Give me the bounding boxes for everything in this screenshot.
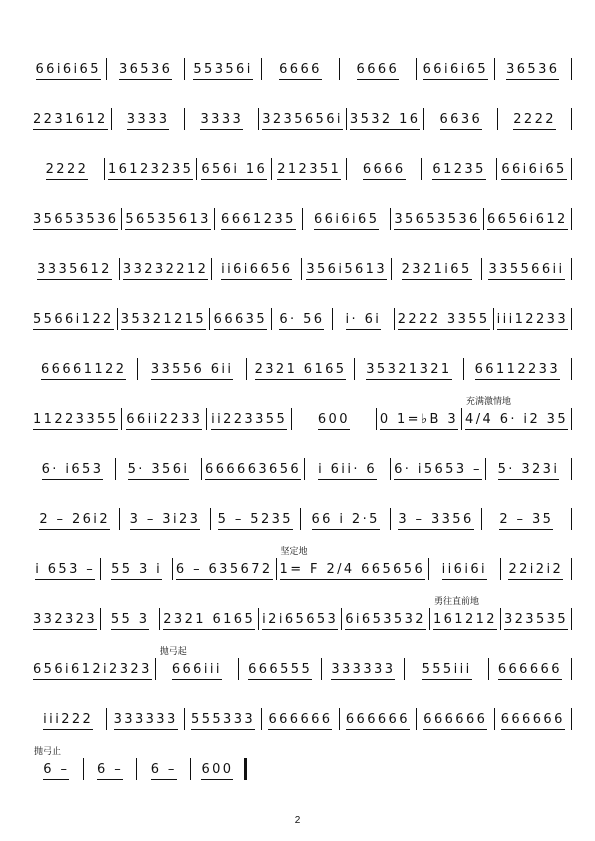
measure [272, 308, 334, 330]
score-row [30, 690, 572, 740]
note-group: 666663656 [205, 462, 301, 480]
score-row [30, 340, 572, 390]
measure [392, 258, 482, 280]
measure [429, 558, 500, 580]
note-group: 33232212 [123, 262, 208, 280]
score-row [30, 490, 572, 540]
note-group: i· 6i [346, 312, 382, 330]
measure [292, 408, 377, 430]
measures [30, 546, 572, 580]
measure [156, 646, 239, 680]
note-group: 323535 [504, 612, 568, 630]
expression-marking: 充满激情地 [466, 396, 512, 406]
note-group: 66112233 [475, 362, 560, 380]
measure [112, 108, 186, 130]
note-group: 656i612i2323 [33, 662, 152, 680]
measures [30, 358, 572, 380]
note-group: 66ii2233 [126, 412, 202, 430]
note-group: 2222 [46, 162, 89, 180]
measure [120, 258, 212, 280]
note-group: i 6ii· 6 [318, 462, 377, 480]
measure [30, 608, 101, 630]
note-group: 333333 [114, 712, 178, 730]
score-row [30, 90, 572, 140]
note-group: 35653536 [394, 212, 479, 230]
note-group: 5· 323i [498, 462, 560, 480]
measure [262, 708, 339, 730]
note-group: 55 3 i [111, 562, 162, 580]
measure [30, 458, 116, 480]
measure [417, 708, 494, 730]
measure [333, 308, 395, 330]
note-group: 35321321 [366, 362, 451, 380]
note-group: 36536 [506, 62, 559, 80]
note-group: 6· i5653 – [394, 462, 482, 480]
score-row [30, 390, 572, 440]
note-group: 66i6i65 [423, 62, 488, 80]
measure [430, 596, 501, 630]
measure [494, 308, 572, 330]
measures [30, 596, 572, 630]
measure [391, 508, 481, 530]
measure [137, 758, 191, 780]
measure [495, 708, 572, 730]
measures [30, 308, 572, 330]
note-group: 66635 [214, 312, 267, 330]
measures [30, 208, 572, 230]
note-group: 3335612 [37, 262, 112, 280]
score-row [30, 540, 572, 590]
note-group: 3 – 3i23 [130, 512, 201, 530]
measure [247, 358, 355, 380]
score-row [30, 140, 572, 190]
measure [497, 158, 572, 180]
measure [101, 608, 160, 630]
note-group: 11223355 [33, 412, 118, 430]
expression-marking: 抛弓止 [34, 746, 62, 756]
note-group: 55356i [193, 62, 252, 80]
measure [107, 58, 184, 80]
note-group: 656i 16 [201, 162, 267, 180]
measure [185, 108, 259, 130]
measure [302, 258, 392, 280]
note-group: 0 1=♭B 3 [380, 412, 458, 430]
note-group: 56535613 [125, 212, 210, 230]
note-group: 35321215 [121, 312, 206, 330]
measures [30, 458, 572, 480]
note-group: 66i6i65 [36, 62, 101, 80]
note-group: 6 – [97, 762, 123, 780]
measure [30, 158, 105, 180]
measures [30, 396, 572, 430]
note-group: 666iii [172, 662, 222, 680]
measure [305, 458, 391, 480]
note-group: ii6i6656 [221, 262, 292, 280]
note-group: 6636 [440, 112, 483, 130]
note-group: 3532 16 [350, 112, 421, 130]
note-group: 5 – 5235 [218, 512, 293, 530]
note-group: 3333 [200, 112, 243, 130]
note-group: 666666 [268, 712, 332, 730]
measure [215, 208, 303, 230]
expression-marking: 勇往直前地 [433, 596, 479, 606]
note-group: 2321 6165 [255, 362, 347, 380]
note-group: 22i2i2 [508, 562, 563, 580]
note-group: 16123235 [108, 162, 193, 180]
note-group: 555333 [191, 712, 255, 730]
measure [211, 508, 301, 530]
measure [105, 158, 197, 180]
measure [202, 458, 305, 480]
measure [277, 546, 430, 580]
measure [30, 508, 120, 530]
measure [30, 258, 120, 280]
score-row [30, 590, 572, 640]
note-group: 3333 [127, 112, 170, 130]
measure [101, 558, 172, 580]
measure [259, 608, 342, 630]
measure [122, 208, 214, 230]
score-row [30, 440, 572, 490]
page-number: 2 [294, 815, 301, 826]
measure [173, 558, 277, 580]
note-group: i2i65653 [262, 612, 338, 630]
measure [118, 308, 210, 330]
measure [489, 658, 572, 680]
measure [424, 108, 498, 130]
measure [122, 408, 207, 430]
music-score [30, 40, 572, 790]
score-row [30, 190, 572, 240]
measure [30, 208, 122, 230]
measure [377, 408, 462, 430]
note-group: 6 – [43, 762, 69, 780]
measure [340, 708, 417, 730]
measure [303, 208, 391, 230]
measure [116, 458, 202, 480]
note-group: 6· i653 [42, 462, 104, 480]
measure [482, 508, 572, 530]
note-group: 6 – 635672 [176, 562, 273, 580]
note-group: 33556 6ii [151, 362, 234, 380]
note-group: 55 3 [111, 612, 150, 630]
expression-marking: 坚定地 [280, 546, 308, 556]
note-group: 6· 56 [279, 312, 324, 330]
note-group: 600 [318, 412, 350, 430]
measures [30, 508, 572, 530]
measure [30, 308, 118, 330]
measure [210, 308, 272, 330]
measure [120, 508, 210, 530]
note-group: 6666 [357, 62, 400, 80]
measures [30, 646, 572, 680]
note-group: 2222 [513, 112, 556, 130]
measure [322, 658, 405, 680]
measure [262, 58, 339, 80]
note-group: 66i6i65 [501, 162, 566, 180]
measure [355, 358, 463, 380]
note-group: 3 – 3356 [398, 512, 473, 530]
measure [138, 358, 246, 380]
measure [30, 58, 107, 80]
note-group: 36536 [119, 62, 172, 80]
measure [486, 458, 572, 480]
note-group: 2 – 35 [499, 512, 553, 530]
note-group: 161212 [433, 612, 497, 630]
score-row [30, 240, 572, 290]
note-group: i 653 – [35, 562, 95, 580]
measure [498, 108, 572, 130]
note-group: 2321i65 [402, 262, 472, 280]
measure [391, 208, 483, 230]
note-group: 335566ii [488, 262, 564, 280]
measure [417, 58, 494, 80]
note-group: 2231612 [33, 112, 108, 130]
note-group: 6656i612 [487, 212, 568, 230]
note-group: 5· 356i [128, 462, 190, 480]
measure [301, 508, 391, 530]
note-group: 2 – 26i2 [39, 512, 110, 530]
note-group: 2321 6165 [163, 612, 255, 630]
measure [462, 396, 572, 430]
measure [30, 408, 122, 430]
measure [405, 658, 488, 680]
score-row [30, 640, 572, 690]
note-group: 3235656i [262, 112, 343, 130]
note-group: 6i653532 [345, 612, 426, 630]
measure [464, 358, 572, 380]
note-group: 35653536 [33, 212, 118, 230]
score-row [30, 290, 572, 340]
note-group: 666666 [423, 712, 487, 730]
note-group: 2222 3355 [398, 312, 490, 330]
note-group: 6666 [363, 162, 406, 180]
note-group: iii222 [43, 712, 93, 730]
measures [30, 708, 572, 730]
measure [30, 658, 156, 680]
note-group: 1= F 2/4 665656 [280, 562, 426, 580]
note-group: 66661122 [41, 362, 126, 380]
measure [347, 158, 422, 180]
measure [501, 558, 572, 580]
measure [259, 108, 347, 130]
measure [84, 758, 138, 780]
measure [239, 658, 322, 680]
measure [347, 108, 425, 130]
note-group: 212351 [277, 162, 341, 180]
note-group: 6661235 [221, 212, 296, 230]
note-group: 6666 [279, 62, 322, 80]
measure [30, 558, 101, 580]
measure [30, 358, 138, 380]
measure [501, 608, 572, 630]
measure [482, 258, 572, 280]
measure [185, 708, 262, 730]
note-group: 666555 [248, 662, 312, 680]
score-row [30, 40, 572, 90]
note-group: 5566i122 [33, 312, 114, 330]
note-group: 333333 [331, 662, 395, 680]
measure [395, 308, 494, 330]
note-group: ii6i6i [442, 562, 487, 580]
measures [30, 108, 572, 130]
measure [30, 746, 84, 780]
note-group: 6 – [151, 762, 177, 780]
note-group: 666666 [501, 712, 565, 730]
note-group: 332323 [33, 612, 97, 630]
measures [30, 158, 572, 180]
measure [207, 408, 292, 430]
score-row [30, 740, 572, 790]
measures [30, 258, 572, 280]
note-group: 4/4 6· i2 35 [465, 412, 568, 430]
measure [197, 158, 272, 180]
note-group: 356i5613 [306, 262, 387, 280]
measure [107, 708, 184, 730]
note-group: 666666 [346, 712, 410, 730]
measure [272, 158, 347, 180]
measure [191, 758, 247, 780]
note-group: 61235 [432, 162, 485, 180]
note-group: ii223355 [211, 412, 287, 430]
measure [212, 258, 302, 280]
measure [160, 608, 259, 630]
measure [484, 208, 572, 230]
measures [30, 58, 572, 80]
measure [342, 608, 430, 630]
note-group: 666666 [498, 662, 562, 680]
measure [340, 58, 417, 80]
measure [185, 58, 262, 80]
measure [391, 458, 486, 480]
note-group: 600 [201, 762, 233, 780]
measures [30, 746, 247, 780]
note-group: 66 i 2·5 [312, 512, 380, 530]
expression-marking: 抛弓起 [159, 646, 187, 656]
measure [30, 708, 107, 730]
note-group: 555iii [422, 662, 472, 680]
measure [495, 58, 572, 80]
measure [30, 108, 112, 130]
note-group: iii12233 [497, 312, 568, 330]
measure [422, 158, 497, 180]
note-group: 66i6i65 [314, 212, 379, 230]
